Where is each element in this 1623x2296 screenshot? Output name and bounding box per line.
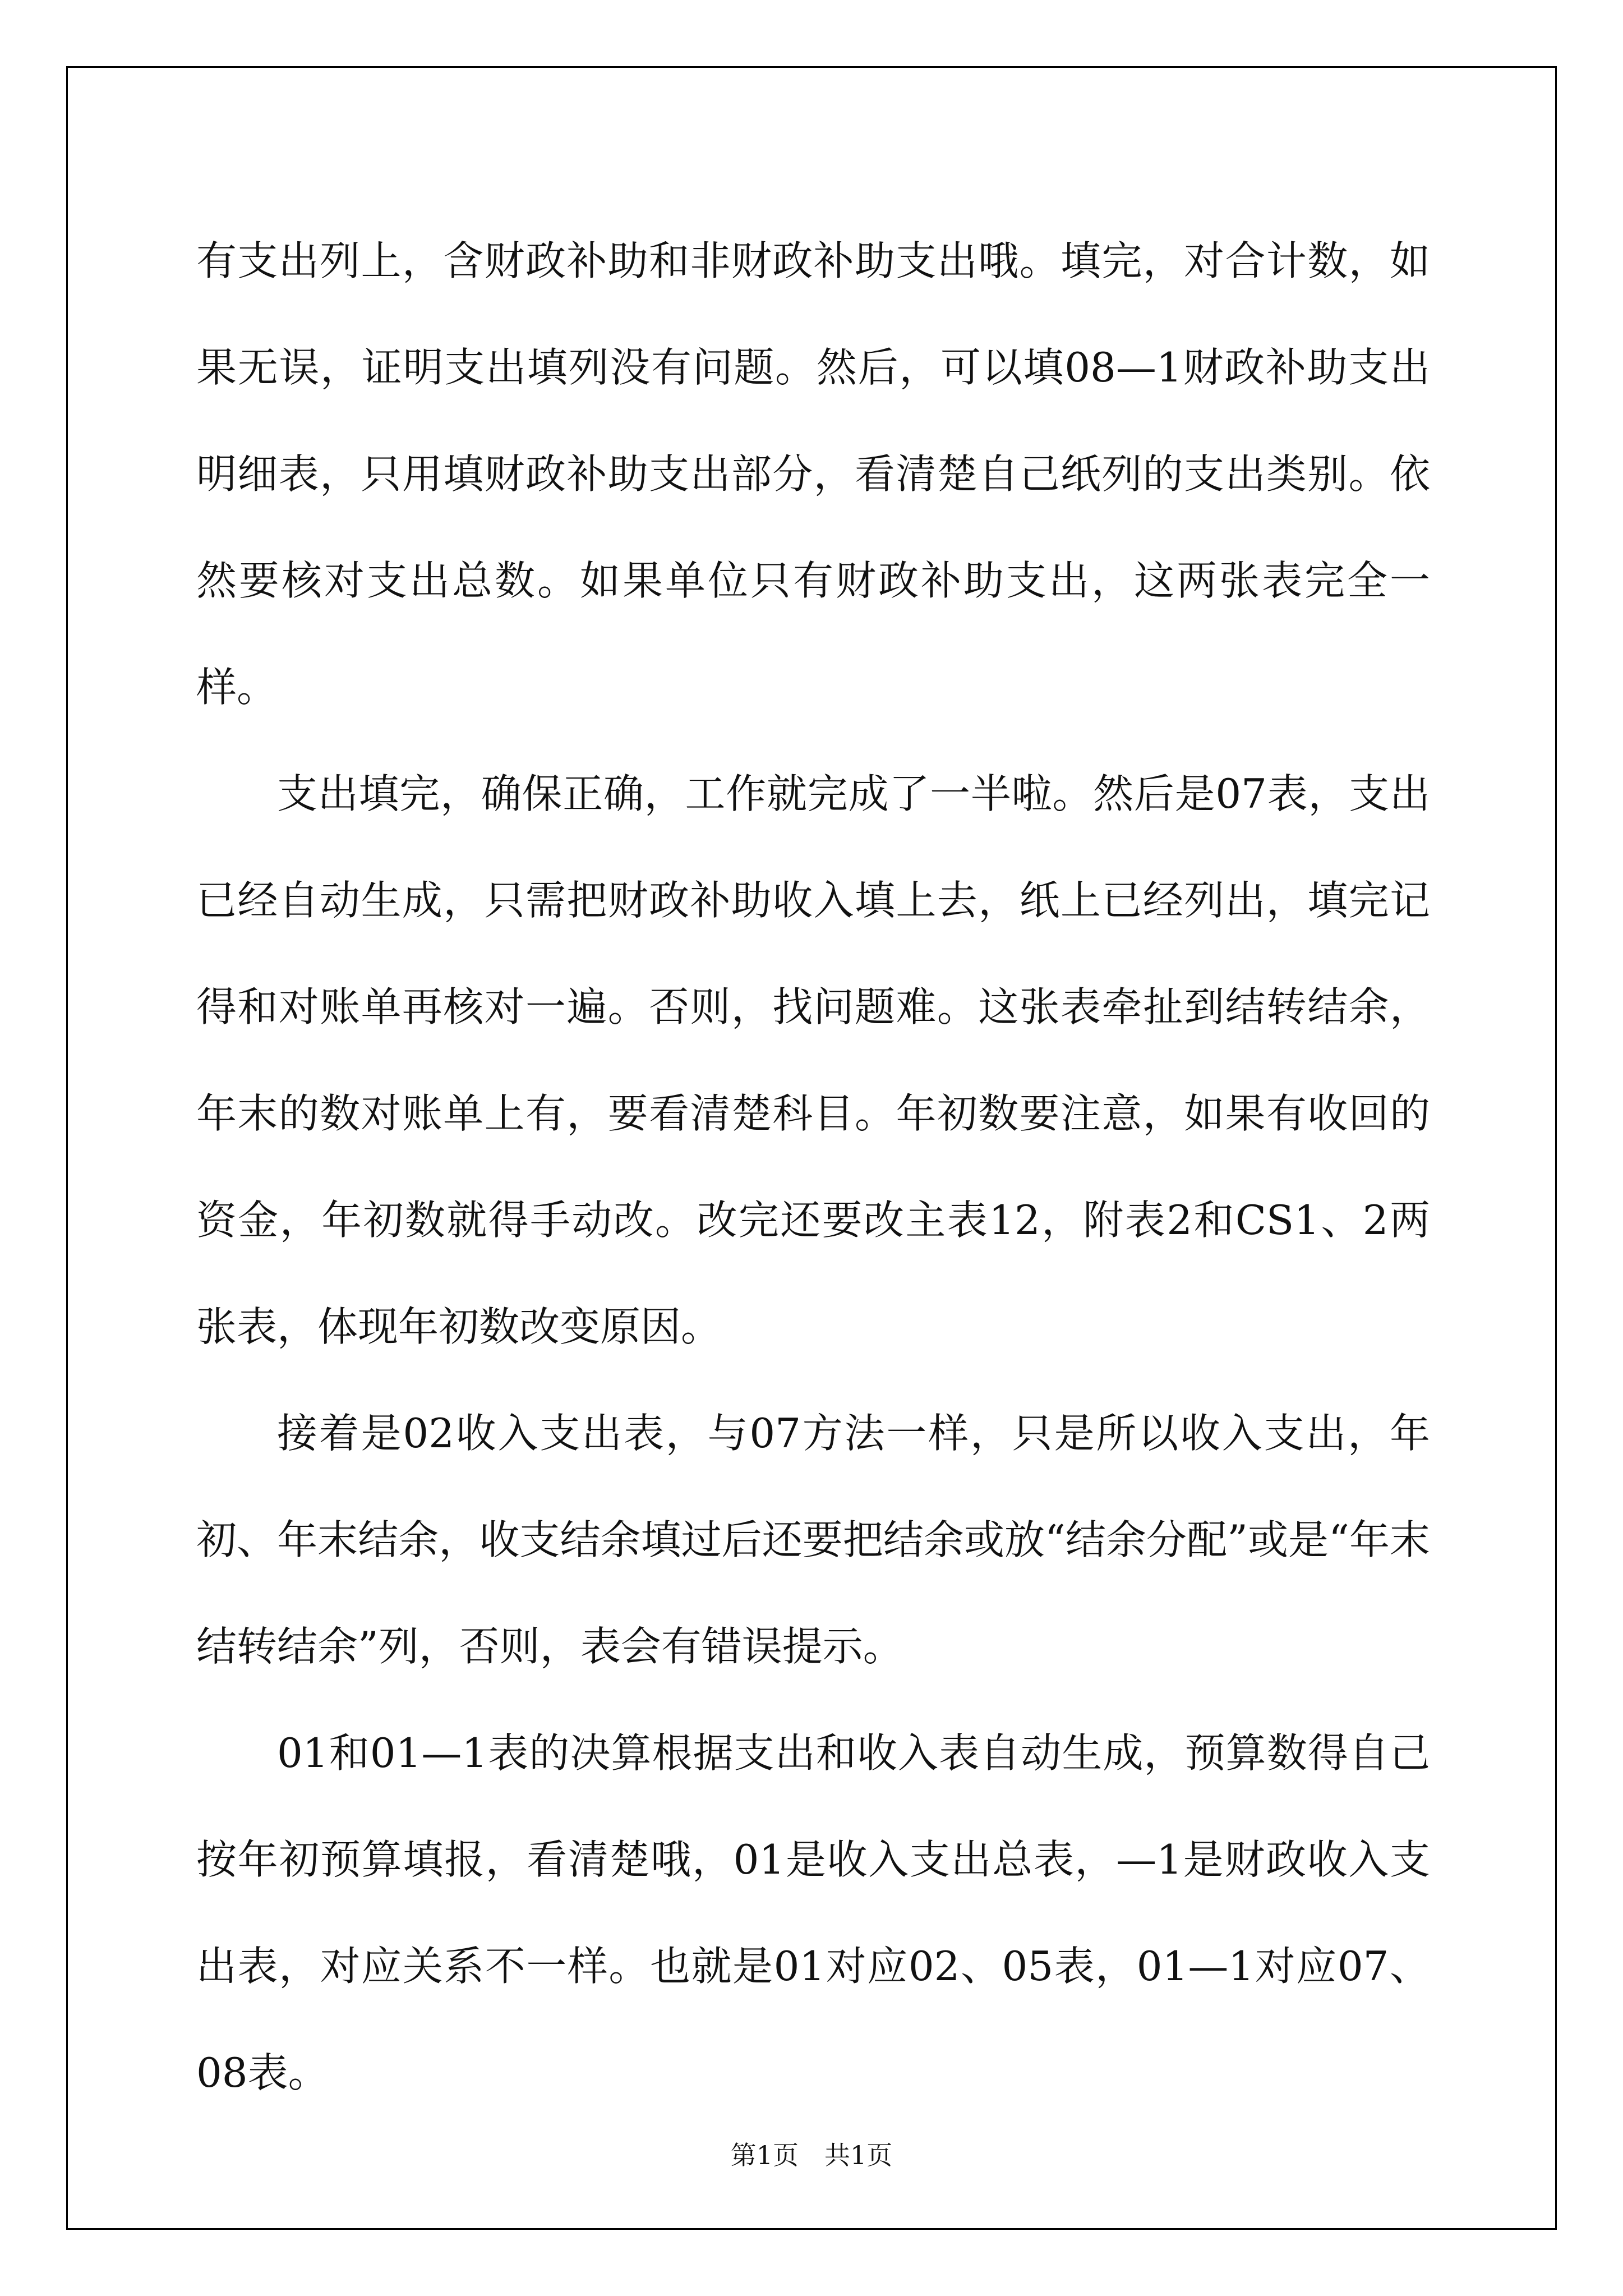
page-number: 第1页 [730, 2140, 799, 2170]
page-total: 共1页 [824, 2140, 893, 2170]
page-footer [0, 2135, 1623, 2172]
paragraph-4: 01和01—1表的决算根据支出和收入表自动生成，预算数得自己按年初预算填报，看清楚哦，01是收入支出总表，—1是财政收入支出表，对应关系不一样。也就是01对应02、05表，01—1对应07、08表。 [196, 1729, 1430, 2096]
paragraph-2: 支出填完，确保正确，工作就完成了一半啦。然后是07表，支出已经自动生成，只需把财政补助收入填上去，纸上已经列出，填完记得和对账单再核对一遍。否则，找问题难。这张表牵扯到结转结余，年末的数对账单上有，要看清楚科目。年初数要注意，如果有收回的资金，年初数就得手动改。改完还要改主表12，附表2和CS1、2两张表，体现年初数改变原因。 [196, 770, 1430, 1350]
paragraph-3: 接着是02收入支出表，与07方法一样，只是所以收入支出，年初、年末结余，收支结余填过后还要把结余或放“结余分配”或是“年末结转结余”列，否则，表会有错误提示。 [196, 1410, 1430, 1670]
document-body [196, 208, 1430, 2126]
paragraph-1: 有支出列上，含财政补助和非财政补助支出哦。填完，对合计数，如果无误，证明支出填列没有问题。然后，可以填08—1财政补助支出明细表，只用填财政补助支出部分，看清楚自己纸列的支出类别。依然要核对支出总数。如果单位只有财政补助支出，这两张表完全一样。 [196, 237, 1430, 711]
